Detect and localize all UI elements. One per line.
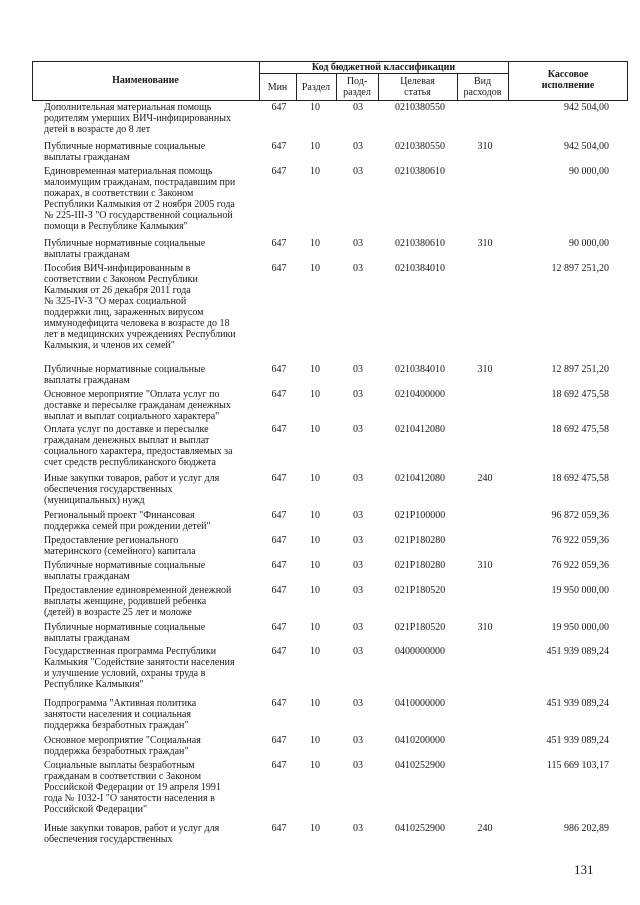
row-razdel: 10 — [310, 622, 320, 633]
row-min: 647 — [271, 510, 287, 521]
header-celevaya: Целевая статья — [400, 76, 435, 98]
row-name: Оплата услуг по доставке и пересылке гражданам денежных выплат и выплат социального характера, предоставляемых за счет средств республиканского бюджета — [44, 424, 233, 468]
row-name: Предоставление единовременной денежной выплаты женщине, родившей ребенка (детей) в возрасте 25 лет и моложе — [44, 585, 232, 618]
page-number: 131 — [574, 862, 594, 877]
row-podrazdel: 03 — [353, 263, 363, 274]
row-name: Иные закупки товаров, работ и услуг для обеспечения государственных — [44, 823, 220, 845]
header-razdel: Раздел — [301, 82, 331, 93]
row-cash-execution: 76 922 059,36 — [551, 560, 609, 571]
row-cash-execution: 90 000,00 — [569, 238, 609, 249]
row-podrazdel: 03 — [353, 364, 363, 375]
row-razdel: 10 — [310, 263, 320, 274]
row-min: 647 — [271, 238, 287, 249]
row-name: Публичные нормативные социальные выплаты гражданам — [44, 141, 206, 163]
row-podrazdel: 03 — [353, 473, 363, 484]
row-podrazdel: 03 — [353, 166, 363, 177]
row-cash-execution: 18 692 475,58 — [551, 424, 609, 435]
row-razdel: 10 — [310, 510, 320, 521]
row-min: 647 — [271, 166, 287, 177]
row-podrazdel: 03 — [353, 141, 363, 152]
header-podrazdel: Под- раздел — [343, 76, 371, 98]
row-cash-execution: 942 504,00 — [564, 102, 609, 113]
row-cash-execution: 12 897 251,20 — [551, 364, 609, 375]
row-razdel: 10 — [310, 760, 320, 771]
row-target-article: 0210412080 — [395, 424, 445, 435]
row-podrazdel: 03 — [353, 622, 363, 633]
row-target-article: 0410252900 — [395, 823, 445, 834]
row-podrazdel: 03 — [353, 389, 363, 400]
row-min: 647 — [271, 698, 287, 709]
row-cash-execution: 96 872 059,36 — [551, 510, 609, 521]
row-min: 647 — [271, 389, 287, 400]
row-target-article: 021P100000 — [394, 510, 446, 521]
row-cash-execution: 19 950 000,00 — [551, 585, 609, 596]
row-podrazdel: 03 — [353, 698, 363, 709]
row-razdel: 10 — [310, 141, 320, 152]
header-budget-classification: Код бюджетной классификации — [311, 62, 456, 73]
row-razdel: 10 — [310, 473, 320, 484]
row-target-article: 0410200000 — [395, 735, 445, 746]
row-razdel: 10 — [310, 166, 320, 177]
row-name: Публичные нормативные социальные выплаты гражданам — [44, 622, 206, 644]
row-expense-type: 310 — [477, 141, 493, 152]
row-min: 647 — [271, 364, 287, 375]
row-target-article: 0210412080 — [395, 473, 445, 484]
row-razdel: 10 — [310, 238, 320, 249]
row-target-article: 0400000000 — [395, 646, 445, 657]
row-target-article: 0210384010 — [395, 364, 445, 375]
row-name: Иные закупки товаров, работ и услуг для обеспечения государственных (муниципальных) нужд — [44, 473, 220, 506]
row-razdel: 10 — [310, 364, 320, 375]
row-razdel: 10 — [310, 102, 320, 113]
row-podrazdel: 03 — [353, 735, 363, 746]
row-target-article: 0210384010 — [395, 263, 445, 274]
row-podrazdel: 03 — [353, 102, 363, 113]
row-name: Предоставление регионального материнского (семейного) капитала — [44, 535, 196, 557]
row-podrazdel: 03 — [353, 535, 363, 546]
header-vid: Вид расходов — [463, 76, 502, 98]
row-name: Региональный проект "Финансовая поддержка семей при рождении детей" — [44, 510, 211, 532]
row-target-article: 021P180520 — [394, 622, 446, 633]
row-name: Публичные нормативные социальные выплаты гражданам — [44, 364, 206, 386]
row-name: Государственная программа Республики Калмыкия "Содействие занятости населения и улучшение условий, охраны труда в Республике Калмыкия" — [44, 646, 235, 690]
row-cash-execution: 451 939 089,24 — [546, 735, 609, 746]
row-cash-execution: 115 669 103,17 — [546, 760, 609, 771]
row-podrazdel: 03 — [353, 510, 363, 521]
row-name: Подпрограмма "Активная политика занятости населения и социальная поддержка безработных граждан" — [44, 698, 197, 731]
row-cash-execution: 76 922 059,36 — [551, 535, 609, 546]
row-name: Дополнительная материальная помощь родителям умерших ВИЧ-инфицированных детей в возрасте до 8 лет — [44, 102, 231, 135]
header-name: Наименование — [112, 75, 179, 86]
row-podrazdel: 03 — [353, 760, 363, 771]
row-target-article: 021P180280 — [394, 535, 446, 546]
row-min: 647 — [271, 735, 287, 746]
row-target-article: 0210380550 — [395, 102, 445, 113]
header-kassovoe: Кассовое исполнение — [541, 69, 595, 91]
row-podrazdel: 03 — [353, 585, 363, 596]
row-podrazdel: 03 — [353, 424, 363, 435]
row-min: 647 — [271, 263, 287, 274]
row-min: 647 — [271, 823, 287, 834]
row-target-article: 0410000000 — [395, 698, 445, 709]
row-name: Основное мероприятие "Оплата услуг по доставке и пересылке гражданам денежных выплат и выплат социального характера" — [44, 389, 231, 422]
row-min: 647 — [271, 760, 287, 771]
row-razdel: 10 — [310, 735, 320, 746]
row-cash-execution: 18 692 475,58 — [551, 389, 609, 400]
row-name: Пособия ВИЧ-инфицированным в соответствии с Законом Республики Калмыкия от 26 декабря 2011 года № 325-IV-З "О мерах социальной поддержки лиц, зараженных вирусом иммунодефицита человека в возрасте до 18 лет в медицинских учреждениях Республики Калмыкия, и членов их семей" — [44, 263, 236, 351]
table-header — [32, 61, 628, 101]
row-min: 647 — [271, 646, 287, 657]
row-cash-execution: 90 000,00 — [569, 166, 609, 177]
row-razdel: 10 — [310, 535, 320, 546]
row-target-article: 0210380610 — [395, 166, 445, 177]
row-name: Социальные выплаты безработным гражданам в соответствии с Законом Российской Федерации от 19 апреля 1991 года № 1032-I "О занятости населения в Российской Федерации" — [44, 760, 221, 815]
row-min: 647 — [271, 560, 287, 571]
row-cash-execution: 19 950 000,00 — [551, 622, 609, 633]
header-min: Мин — [267, 82, 288, 93]
row-name: Основное мероприятие "Социальная поддержка безработных граждан" — [44, 735, 201, 757]
row-min: 647 — [271, 585, 287, 596]
row-min: 647 — [271, 102, 287, 113]
row-min: 647 — [271, 473, 287, 484]
row-razdel: 10 — [310, 389, 320, 400]
row-min: 647 — [271, 141, 287, 152]
row-target-article: 021P180280 — [394, 560, 446, 571]
row-expense-type: 240 — [477, 473, 493, 484]
row-podrazdel: 03 — [353, 560, 363, 571]
row-cash-execution: 986 202,89 — [564, 823, 609, 834]
row-razdel: 10 — [310, 646, 320, 657]
row-expense-type: 240 — [477, 823, 493, 834]
row-expense-type: 310 — [477, 364, 493, 375]
row-cash-execution: 12 897 251,20 — [551, 263, 609, 274]
row-razdel: 10 — [310, 424, 320, 435]
row-target-article: 0210380610 — [395, 238, 445, 249]
row-target-article: 021P180520 — [394, 585, 446, 596]
row-podrazdel: 03 — [353, 238, 363, 249]
row-razdel: 10 — [310, 823, 320, 834]
row-min: 647 — [271, 535, 287, 546]
row-target-article: 0210400000 — [395, 389, 445, 400]
row-expense-type: 310 — [477, 238, 493, 249]
row-cash-execution: 451 939 089,24 — [546, 698, 609, 709]
row-name: Публичные нормативные социальные выплаты гражданам — [44, 560, 206, 582]
row-cash-execution: 942 504,00 — [564, 141, 609, 152]
row-target-article: 0210380550 — [395, 141, 445, 152]
row-name: Единовременная материальная помощь малоимущим гражданам, пострадавшим при пожарах, в соответствии с Законом Республики Калмыкия от 2 ноября 2005 года № 225-III-З "О государственной социальной помощи в Республике Калмыкия" — [44, 166, 236, 232]
row-target-article: 0410252900 — [395, 760, 445, 771]
row-cash-execution: 18 692 475,58 — [551, 473, 609, 484]
row-razdel: 10 — [310, 585, 320, 596]
row-razdel: 10 — [310, 560, 320, 571]
row-name: Публичные нормативные социальные выплаты гражданам — [44, 238, 206, 260]
row-min: 647 — [271, 424, 287, 435]
row-expense-type: 310 — [477, 622, 493, 633]
row-podrazdel: 03 — [353, 823, 363, 834]
row-cash-execution: 451 939 089,24 — [546, 646, 609, 657]
row-razdel: 10 — [310, 698, 320, 709]
row-podrazdel: 03 — [353, 646, 363, 657]
row-min: 647 — [271, 622, 287, 633]
row-expense-type: 310 — [477, 560, 493, 571]
